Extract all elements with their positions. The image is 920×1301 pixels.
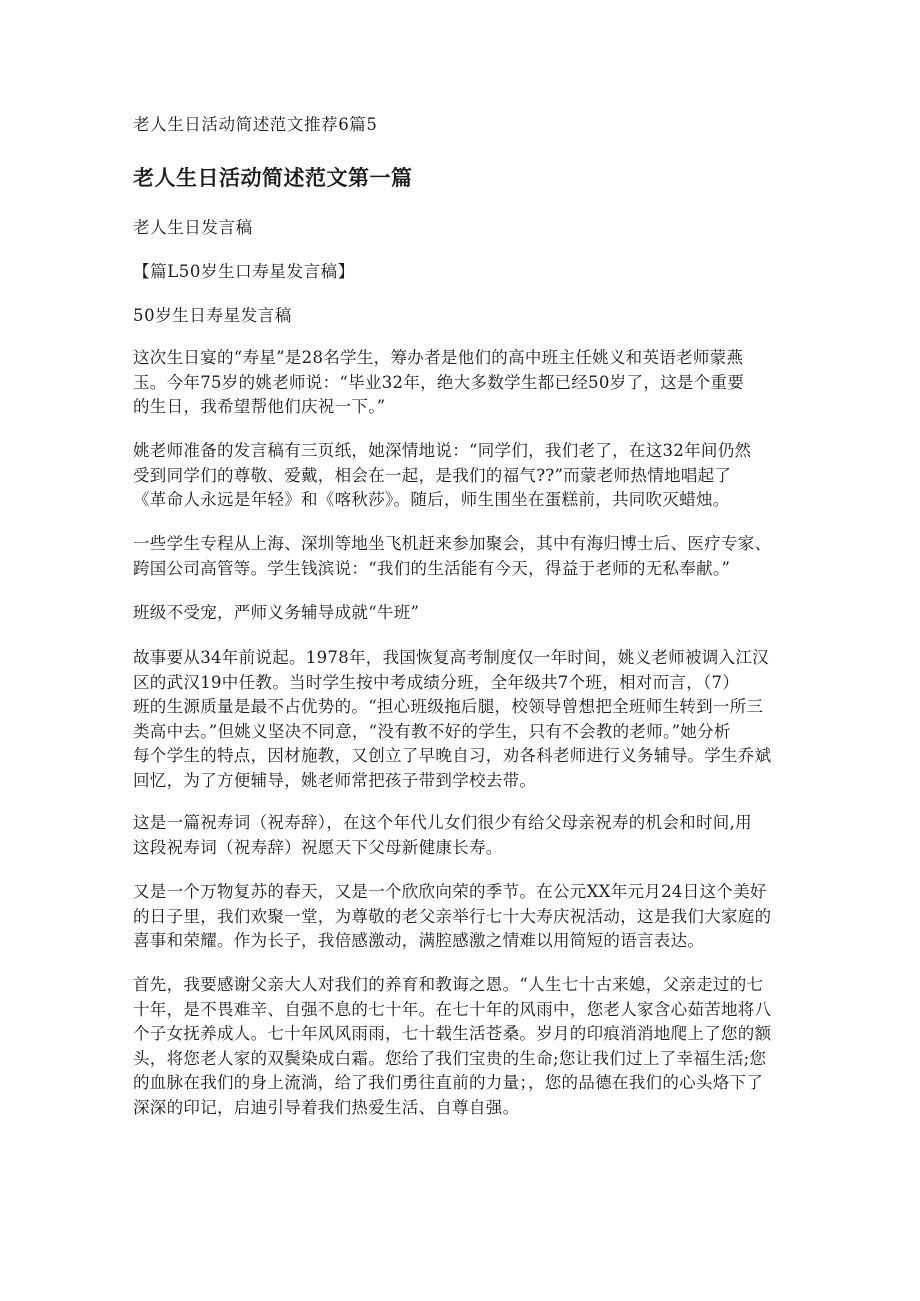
paragraph-line: 个子女抚养成人。七十年风风雨雨，七十载生活苍桑。岁月的印痕消消地爬上了您的额 [133,1024,772,1043]
paragraph-line: 的日子里，我们欢聚一堂，为尊敬的老父亲举行七十大寿庆祝活动，这是我们大家庭的 [133,906,772,926]
paragraph-8 [133,973,793,1120]
paragraph-line: 一些学生专程从上海、深圳等地坐飞机赶来参加聚会，其中有海归博士后、医疗专家、 [133,534,772,553]
paragraph-line: 十年，是不畏难辛、自强不息的七十年。在七十年的风雨中，您老人家含心茹苦地将八 [133,999,772,1019]
paragraph-line: 跨国公司高管等。学生钱滨说：“我们的生活能有今天，得益于老师的无私奉献。” [133,558,731,578]
paragraph-line: 姚老师准备的发言稿有三页纸，她深情地说：“同学们，我们老了，在这32年间仍然 [133,441,752,460]
paragraph-4 [133,601,793,626]
sub-title: 老人生日发言稿 [133,218,253,237]
paragraph-line: 这次生日宴的“寿星”是28名学生，筹办者是他们的高中班主任姚义和英语老师蒙燕 [133,348,744,367]
paragraph-line: 的血脉在我们的身上流淌，给了我们勇往直前的力量；，您的品德在我们的心头烙下了 [133,1073,764,1092]
paragraph-1 [133,346,793,420]
paragraph-line: 的生日，我希望帮他们庆祝一下。” [133,397,386,416]
paragraph-line: 《革命人永远是年轻》和《喀秋莎》。随后，师生围坐在蛋糕前，共同吹灭蜡烛。 [133,490,730,509]
paragraph-line: 这是一篇祝寿词（祝寿辞），在这个年代儿女们很少有给父母亲祝寿的机会和时间,用 [133,813,752,832]
paragraph-6 [133,811,793,860]
paragraph-line: 故事要从34年前说起。1978年，我国恢复高考制度仅一年时间，姚义老师被调入江汉 [133,648,769,667]
paragraph-line: 受到同学们的尊敬、爱戴，相会在一起，是我们的福气??”而蒙老师热情地唱起了 [133,465,732,485]
paragraph-line: 班级不受宠，严师义务辅导成就“牛班” [133,603,420,622]
paragraph-7 [133,880,793,954]
paragraph-2 [133,439,793,513]
piece-title: 【篇L50岁生口寿星发言稿】 [133,262,355,281]
paragraph-line: 回忆，为了方便辅导，姚老师常把孩子带到学校去带。 [133,770,537,790]
paragraph-line: 首先，我要感谢父亲大人对我们的养育和教诲之恩。“人生七十古来媳，父亲走过的七 [133,975,764,994]
paragraph-line: 喜事和荣耀。作为长子，我倍感激动，满腔感激之情难以用简短的语言表达。 [133,931,705,950]
paragraph-line: 深深的印记，启迪引导着我们热爱生活、自尊自强。 [133,1097,520,1117]
paragraph-line: 玉。今年75岁的姚老师说：“毕业32年，绝大多数学生都已经50岁了，这是个重要 [133,372,745,392]
document-title: 老人生日活动简述范文推荐6篇5 [133,115,378,134]
section-heading: 老人生日活动简述范文第一篇 [133,166,413,190]
paragraph-line: 头，将您老人家的双鬓染成白霜。您给了我们宝贵的生命;您让我们过上了幸福生活;您 [133,1048,767,1068]
paragraph-line: 类高中去。”但姚义坚决不同意，“没有教不好的学生，只有不会教的老师。”她分析 [133,721,731,741]
paragraph-line: 每个学生的特点，因材施教，又创立了早晚自习，劝各科老师进行义务辅导。学生乔斌 [133,746,772,765]
paragraph-line: 又是一个万物复苏的春天，又是一个欣欣向荣的季节。在公元XX年元月24日这个美好 [133,882,767,901]
paragraph-line: 区的武汉19中任教。当时学生按中考成绩分班，全年级共7个班，相对而言，（7） [133,672,740,692]
piece-subtitle: 50岁生日寿星发言稿 [133,306,292,325]
paragraph-5 [133,646,793,793]
paragraph-3 [133,532,793,581]
paragraph-line: 这段祝寿词（祝寿辞）祝愿天下父母新健康长寿。 [133,837,503,857]
paragraph-line: 班的生源质量是最不占优势的。“担心班级拖后腿，校领导曾想把全班师生转到一所三 [133,697,764,716]
